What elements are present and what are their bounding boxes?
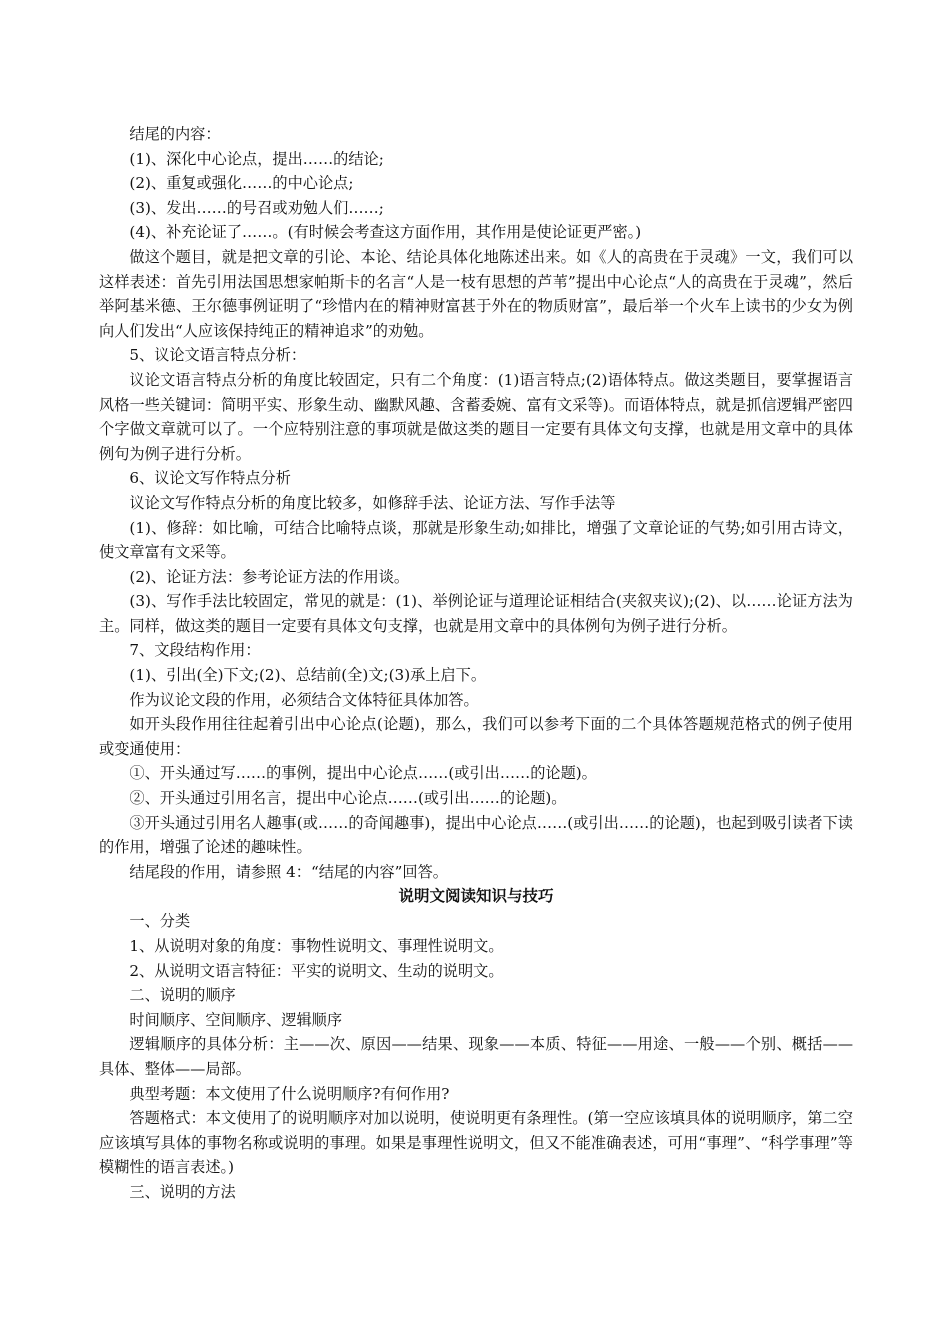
paragraph: 二、说明的顺序 bbox=[129, 986, 236, 1005]
paragraph: 三、说明的方法 bbox=[129, 1182, 236, 1201]
paragraph: (1)、修辞：如比喻，可结合比喻特点谈，那就是形象生动;如排比，增强了文章论证的气势;如引用古诗文，使文章富有文采等。 bbox=[99, 518, 853, 562]
paragraph: (3)、写作手法比较固定，常见的就是：(1)、举例论证与道理论证相结合(夹叙夹议);(2)、以……论证方法为主。同样，做这类的题目一定要有具体文句支撑，也就是用文章中的具体例句为例子进行分析。 bbox=[99, 592, 853, 635]
paragraph: 如开头段作用往往起着引出中心论点(论题)，那么，我们可以参考下面的二个具体答题规范格式的例子使用或变通使用： bbox=[99, 715, 853, 758]
paragraph: ③开头通过引用名人趣事(或……的奇闻趣事)，提出中心论点……(或引出……的论题)，也起到吸引读者下读的作用，增强了论述的趣味性。 bbox=[99, 813, 853, 857]
paragraph: (4)、补充论证了……。(有时候会考查这方面作用，其作用是使论证更严密。) bbox=[129, 223, 642, 242]
paragraph: 议论文语言特点分析的角度比较固定，只有二个角度：(1)语言特点;(2)语体特点。做这类题目，要掌握语言风格一些关键词：简明平实、形象生动、幽默风趣、含蓄委婉、富有文采等)。而语体特点，就是抓信逻辑严密四个字做文章就可以了。一个应特别注意的事项就是做这类的题目一定要有具体文句支撑，也就是用文章中的具体例句为例子进行分析。 bbox=[99, 370, 853, 463]
paragraph: 2、从说明文语言特征：平实的说明文、生动的说明文。 bbox=[129, 961, 504, 980]
paragraph: 6、议论文写作特点分析 bbox=[129, 469, 291, 488]
paragraph: (2)、重复或强化……的中心论点; bbox=[129, 174, 354, 193]
paragraph: (1)、深化中心论点，提出……的结论; bbox=[129, 149, 384, 168]
paragraph: 5、议论文语言特点分析： bbox=[129, 346, 307, 365]
paragraph: 7、文段结构作用： bbox=[129, 641, 261, 660]
paragraph: 答题格式：本文使用了的说明顺序对加以说明，使说明更有条理性。(第一空应该填具体的说明顺序，第二空应该填写具体的事物名称或说明的事理。如果是事理性说明文，但又不能准确表述，可用“事理”、“科学事理”等模糊性的语言表述。) bbox=[99, 1109, 853, 1177]
paragraph: 议论文写作特点分析的角度比较多，如修辞手法、论证方法、写作手法等 bbox=[129, 493, 616, 512]
paragraph: (2)、论证方法：参考论证方法的作用谈。 bbox=[129, 567, 410, 586]
document-page bbox=[99, 122, 853, 1205]
section-heading: 说明文阅读知识与技巧 bbox=[398, 887, 554, 906]
paragraph: 典型考题：本文使用了什么说明顺序?有何作用? bbox=[129, 1084, 450, 1103]
paragraph: 做这个题目，就是把文章的引论、本论、结论具体化地陈述出来。如《人的高贵在于灵魂》一文，我们可以这样表述：首先引用法国思想家帕斯卡的名言“人是一枝有思想的芦苇”提出中心论点“人的高贵在于灵魂”，然后举阿基米德、王尔德事例证明了“珍惜内在的精神财富甚于外在的物质财富”，最后举一个火车上读书的少女为例向人们发出“人应该保持纯正的精神追求”的劝勉。 bbox=[99, 247, 853, 340]
paragraph: ①、开头通过写……的事例，提出中心论点……(或引出……的论题)。 bbox=[129, 764, 597, 783]
paragraph: 结尾段的作用，请参照 4：“结尾的内容”回答。 bbox=[129, 862, 448, 881]
paragraph: (1)、引出(全)下文;(2)、总结前(全)文;(3)承上启下。 bbox=[129, 666, 487, 685]
paragraph: 时间顺序、空间顺序、逻辑顺序 bbox=[129, 1010, 343, 1029]
paragraph: 一、分类 bbox=[129, 912, 191, 931]
paragraph: 作为议论文段的作用，必须结合文体特征具体加答。 bbox=[129, 690, 479, 709]
paragraph: (3)、发出……的号召或劝勉人们……; bbox=[129, 198, 384, 217]
paragraph: ②、开头通过引用名言，提出中心论点……(或引出……的论题)。 bbox=[129, 789, 567, 808]
paragraph: 逻辑顺序的具体分析：主——次、原因——结果、现象——本质、特征——用途、一般——个别、概括——具体、整体——局部。 bbox=[99, 1035, 853, 1078]
paragraph: 结尾的内容： bbox=[129, 125, 221, 143]
paragraph: 1、从说明对象的角度：事物性说明文、事理性说明文。 bbox=[129, 937, 504, 955]
